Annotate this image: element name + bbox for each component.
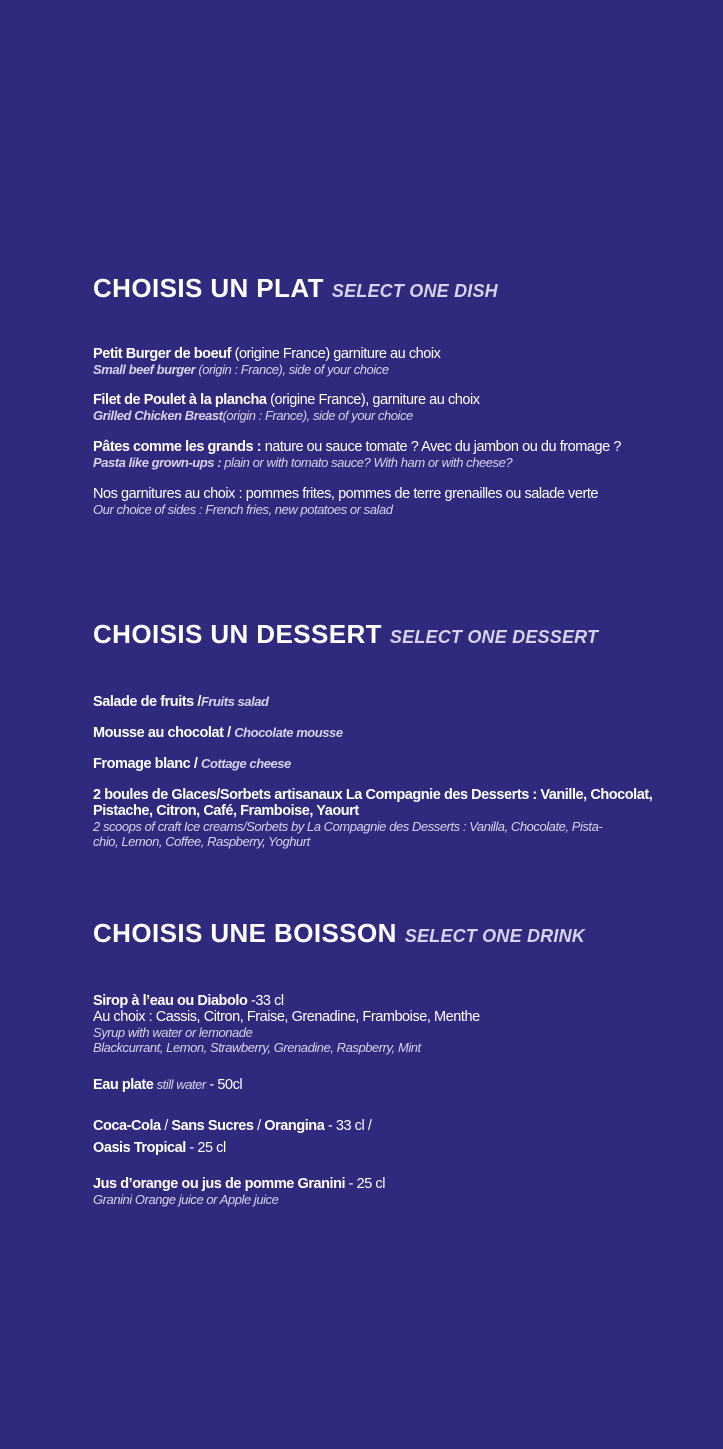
section-title <box>93 275 693 302</box>
menu-item-chicken <box>93 392 693 423</box>
menu-item-ice-cream <box>93 787 693 849</box>
section-title-fr: CHOISIS UN DESSERT <box>93 619 382 649</box>
item-name: Salade de fruits / <box>93 694 201 710</box>
item-volume: - 50cl <box>205 1077 243 1093</box>
menu-item-jus <box>93 1176 693 1207</box>
item-translation: Pasta like grown-ups : plain or with tomato sauce? With ham or with cheese? <box>93 455 513 470</box>
menu-item-chocolate-mousse <box>93 725 693 741</box>
item-translation: Grilled Chicken Breast(origin : France), side of your choice <box>93 408 413 423</box>
item-name: Pâtes comme les grands : <box>93 439 262 455</box>
item-name: Jus d’orange ou jus de pomme Granini <box>93 1176 346 1192</box>
section-title <box>93 920 693 947</box>
item-translation: still water <box>153 1077 206 1092</box>
item-translation-flavours: Blackcurrant, Lemon, Strawberry, Grenadine, Raspberry, Mint <box>93 1040 421 1055</box>
item-description: (origine France) garniture au choix <box>230 346 441 362</box>
section-title-fr: CHOISIS UN PLAT <box>93 273 324 303</box>
item-name-line1: 2 boules de Glaces/Sorbets artisanaux La Compagnie des Desserts : Vanille, Chocolat, <box>93 787 653 803</box>
section-title-en: SELECT ONE DRINK <box>404 926 585 946</box>
item-name: Sirop à l’eau ou Diabolo <box>93 993 248 1009</box>
section-dessert <box>93 621 693 861</box>
item-name: Oasis Tropical <box>93 1140 186 1156</box>
item-name: Petit Burger de boeuf <box>93 346 231 362</box>
item-translation-line1: 2 scoops of craft Ice creams/Sorbets by La Compagnie des Desserts : Vanilla, Chocolate, Pista- <box>93 819 603 834</box>
item-volume: - 25 cl <box>185 1140 226 1156</box>
item-name: Fromage blanc / <box>93 756 202 772</box>
item-translation: Chocolate mousse <box>234 725 343 740</box>
item-name: Sans Sucres <box>171 1118 254 1134</box>
item-name: Orangina <box>264 1118 325 1134</box>
section-boisson <box>93 920 693 1220</box>
section-title-en: SELECT ONE DISH <box>331 281 498 301</box>
section-plat <box>93 275 693 525</box>
item-name: Eau plate <box>93 1077 154 1093</box>
item-translation-line2: chio, Lemon, Coffee, Raspberry, Yoghurt <box>93 834 310 849</box>
item-volume: - 33 cl / <box>324 1118 372 1134</box>
menu-item-fruit-salad <box>93 694 693 710</box>
item-choice: Au choix : Cassis, Citron, Fraise, Grenadine, Framboise, Menthe <box>93 1009 480 1025</box>
item-translation: Fruits salad <box>200 694 269 709</box>
menu-item-eau <box>93 1077 693 1093</box>
menu-item-cottage-cheese <box>93 756 693 772</box>
section-title-fr: CHOISIS UNE BOISSON <box>93 918 397 948</box>
item-description: (origine France), garniture au choix <box>266 392 480 408</box>
sides-fr: Nos garnitures au choix : pommes frites, pommes de terre grenailles ou salade verte <box>93 486 599 502</box>
menu-item-sirop <box>93 993 693 1055</box>
item-name: Coca-Cola <box>93 1118 161 1134</box>
section-title-en: SELECT ONE DESSERT <box>389 627 599 647</box>
section-title <box>93 621 693 648</box>
item-name: Filet de Poulet à la plancha <box>93 392 267 408</box>
item-volume: -33 cl <box>247 993 284 1009</box>
item-translation: Small beef burger (origin : France), side of your choice <box>93 362 389 377</box>
sides-en: Our choice of sides : French fries, new potatoes or salad <box>93 502 393 517</box>
item-volume: - 25 cl <box>345 1176 386 1192</box>
item-translation: Syrup with water or lemonade <box>93 1025 253 1040</box>
menu-item-soda: Coca-Cola / Sans Sucres / Orangina - 33 cl / Oasis Tropical - 25 cl <box>93 1118 372 1156</box>
sides-note <box>93 486 693 517</box>
item-description: nature ou sauce tomate ? Avec du jambon ou du fromage ? <box>261 439 621 455</box>
item-name: Mousse au chocolat / <box>93 725 235 741</box>
item-translation: Cottage cheese <box>201 756 291 771</box>
item-name-line2: Pistache, Citron, Café, Framboise, Yaourt <box>93 803 359 819</box>
menu-item-pasta <box>93 439 693 470</box>
menu-item-burger <box>93 346 693 377</box>
item-translation: Granini Orange juice or Apple juice <box>93 1192 279 1207</box>
